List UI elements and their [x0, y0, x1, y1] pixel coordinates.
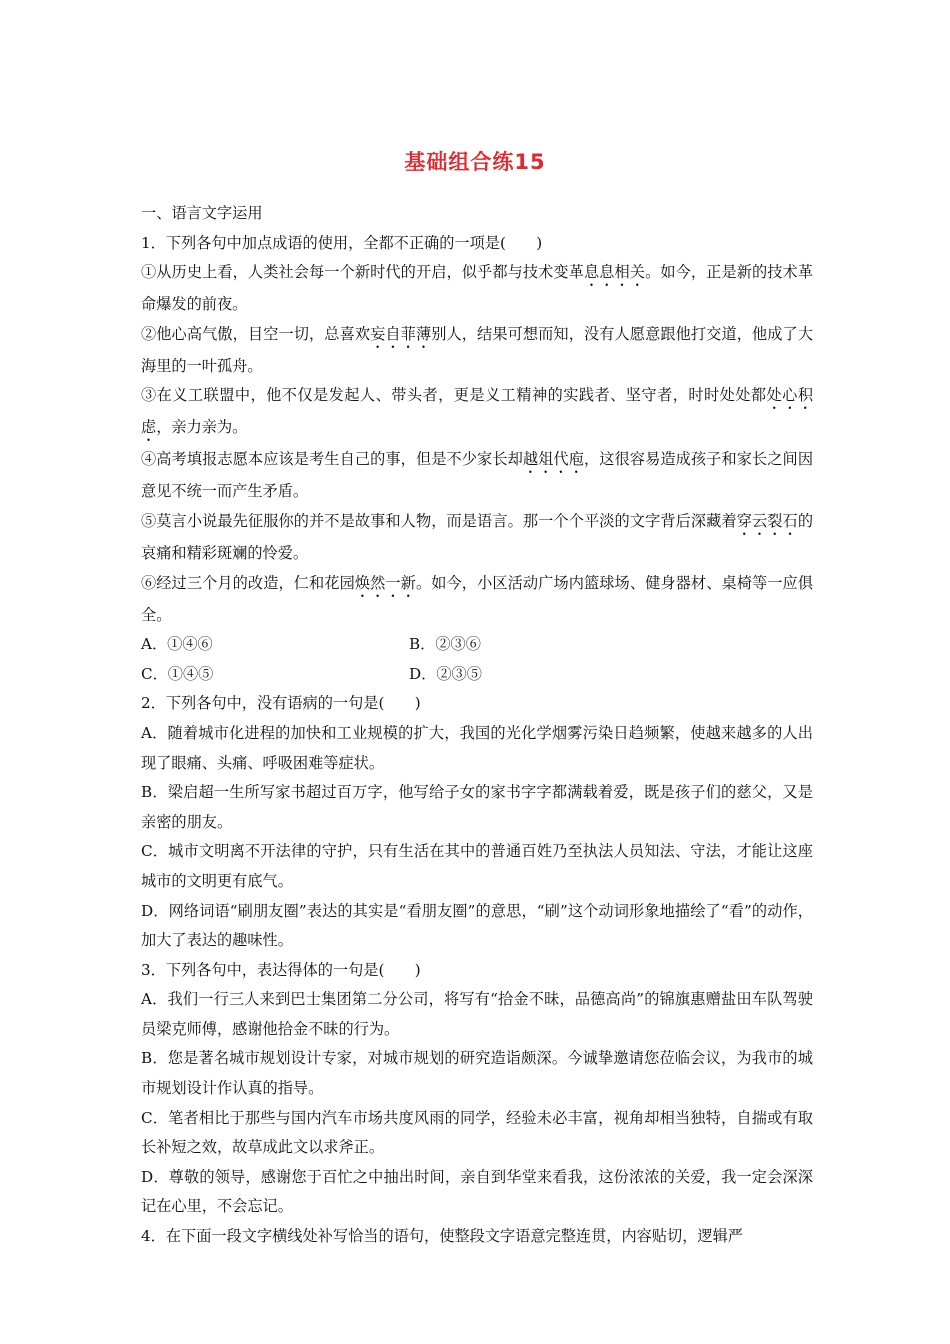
- question-3-option-a: A．我们一行三人来到巴士集团第二分公司，将写有“拾金不昧，品德高尚”的锦旗惠赠盐田车队驾驶员梁克师傅，感谢他拾金不昧的行为。: [141, 990, 813, 1038]
- question-1-sentence-3: ③在义工联盟中，他不仅是发起人、带头者，更是义工精神的实践者、坚守者，时时处处都处心积虑，亲力亲为。: [141, 386, 814, 437]
- question-1-options-row-2: [141, 660, 813, 690]
- question-1-options-row-1: [141, 630, 813, 660]
- question-2-option-a: A．随着城市化进程的加快和工业规模的扩大，我国的光化学烟雾污染日趋频繁，使越来越多的人出现了眼痛、头痛、呼吸困难等症状。: [141, 723, 813, 772]
- dotted-idiom: 息息相关: [583, 263, 646, 282]
- question-1-sentence-2: ②他心高气傲，目空一切，总喜欢妄自菲薄别人，结果可想而知，没有人愿意跟他打交道，他成了大海里的一叶孤舟。: [141, 324, 814, 375]
- question-1-sentence-4: ④高考填报志愿本应该是考生自己的事，但是不少家长却越俎代庖，这很容易造成孩子和家长之间因意见不统一而产生矛盾。: [141, 450, 814, 501]
- question-4-stem: 4．在下面一段文字横线处补写恰当的语句，使整段文字语意完整连贯，内容贴切，逻辑严: [141, 1227, 743, 1246]
- section-heading: 一、语言文字运用: [141, 204, 263, 222]
- question-3-option-c: C．笔者相比于那些与国内汽车市场共度风雨的同学，经验未必丰富，视角却相当独特，自揣或有取长补短之效，故草成此文以求斧正。: [141, 1108, 813, 1157]
- question-2-option-b: B．梁启超一生所写家书超过百万字，他写给子女的家书字字都满载着爱，既是孩子们的慈父，又是亲密的朋友。: [141, 783, 813, 831]
- exercise-content: [141, 199, 813, 1252]
- question-1-stem: 1．下列各句中加点成语的使用，全都不正确的一项是( ): [141, 233, 543, 252]
- question-1-sentence-5: ⑤莫言小说最先征服你的并不是故事和人物，而是语言。那一个个平淡的文字背后深藏着穿云裂石的哀痛和精彩斑斓的怜爱。: [141, 511, 814, 562]
- question-3-option-d: D．尊敬的领导，感谢您于百忙之中抽出时间，亲自到华堂来看我，这份浓浓的关爱，我一定会深深记在心里，不会忘记。: [141, 1167, 813, 1216]
- question-3-stem: 3．下列各句中，表达得体的一句是( ): [141, 960, 421, 979]
- question-2-option-c: C．城市文明离不开法律的守护，只有生活在其中的普通百姓乃至执法人员知法、守法，才能让这座城市的文明更有底气。: [141, 842, 813, 890]
- option-d: D．②③⑤: [409, 664, 482, 683]
- option-b: B．②③⑥: [409, 635, 481, 654]
- dotted-idiom: 焕然一新: [354, 573, 416, 592]
- dotted-idiom: 妄自菲薄: [370, 324, 432, 343]
- dotted-idiom: 穿云裂石: [736, 511, 798, 530]
- option-a: A．①④⑥: [141, 635, 213, 654]
- question-2-option-d: D．网络词语“刷朋友圈”表达的其实是“看朋友圈”的意思，“刷”这个动词形象地描绘了“看”的动作，加大了表达的趣味性。: [141, 901, 813, 950]
- question-3-option-b: B．您是著名城市规划设计专家，对城市规划的研究造诣颇深。今诚挚邀请您莅临会议，为我市的城市规划设计作认真的指导。: [141, 1049, 813, 1098]
- dotted-idiom: 处心积虑: [141, 386, 814, 437]
- dotted-idiom: 越俎代庖: [522, 450, 584, 469]
- question-1-sentence-1: ①从历史上看，人类社会每一个新时代的开启，似乎都与技术变革息息相关。如今，正是新的技术革命爆发的前夜。: [141, 263, 814, 314]
- question-2-stem: 2．下列各句中，没有语病的一句是( ): [141, 694, 421, 713]
- question-1-sentence-6: ⑥经过三个月的改造，仁和花园焕然一新。如今，小区活动广场内篮球场、健身器材、桌椅等一应俱全。: [141, 573, 814, 624]
- option-c: C．①④⑤: [141, 664, 214, 683]
- page-title: 基础组合练15: [404, 150, 546, 174]
